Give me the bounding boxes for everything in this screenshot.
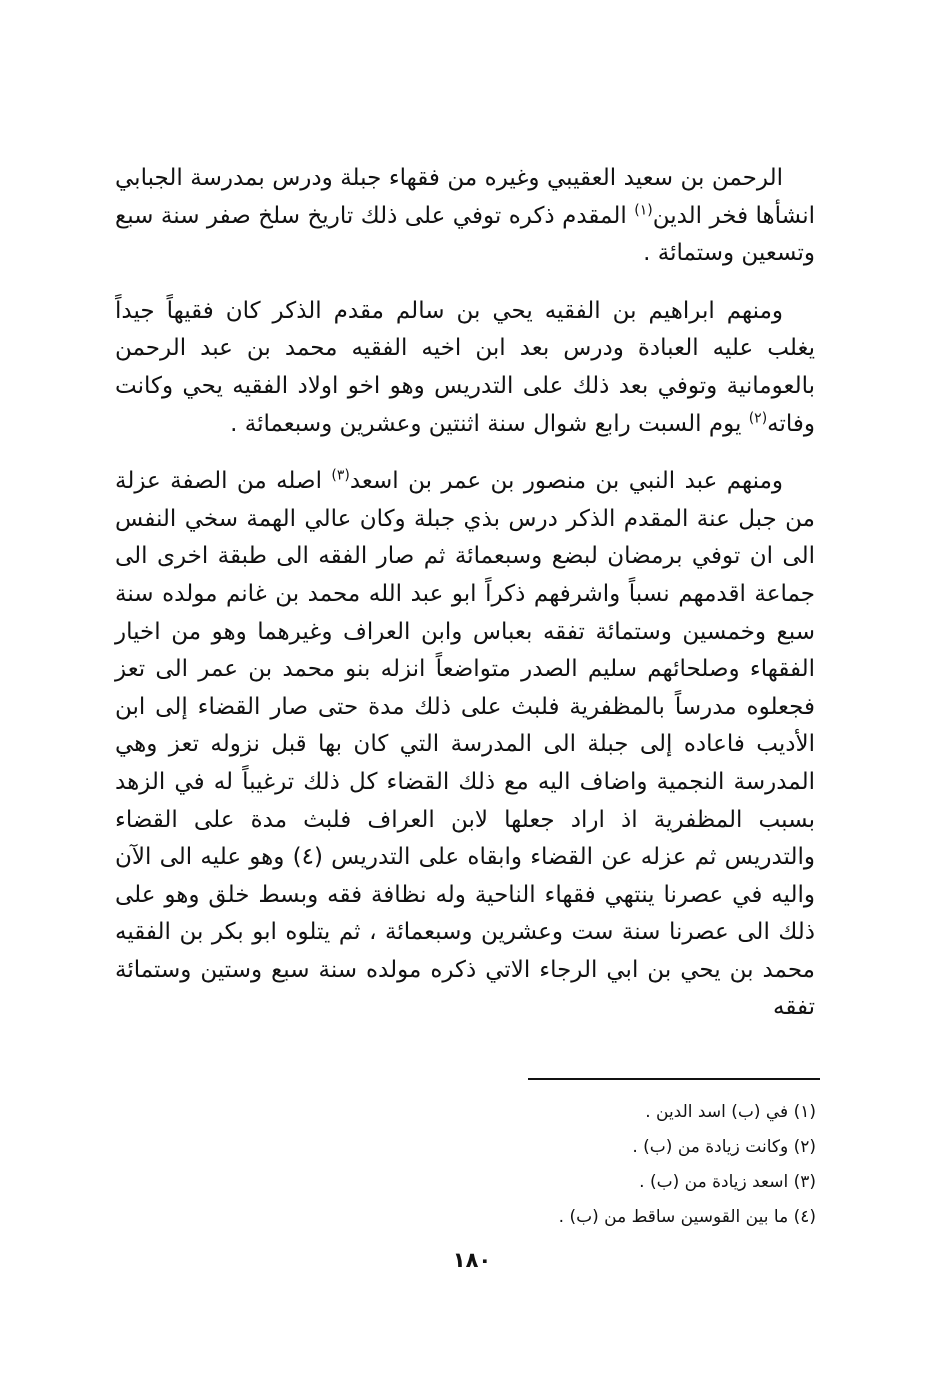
paragraph-3 — [115, 463, 815, 1027]
paragraph-1-text-end: المقدم ذكره توفي على ذلك تاريخ سلخ صفر سنة سبع وتسعين وستمائة . — [115, 202, 815, 267]
footnote-divider — [528, 1078, 820, 1080]
paragraph-2 — [115, 293, 815, 443]
footnote-marker-3: (٣) — [331, 467, 350, 484]
paragraph-1-text: الرحمن بن سعيد العقيبي وغيره من فقهاء جبلة ودرس بمدرسة الجبابي انشأها فخر الدين — [115, 165, 815, 229]
paragraph-1 — [115, 160, 815, 273]
main-text — [115, 160, 815, 1027]
paragraph-3-text-end: اصله من الصفة عزلة من جبل عنة المقدم الذكر درس بذي جبلة وكان عالي الهمة سخي النفس الى ان توفي برمضان لبضع وسبعمائة ثم صار الفقه الى طبقة اخرى الى جماعة اقدمهم نسباً واشرفهم ذكراً ابو عبد الله محمد بن غانم مولده سنة سبع وخمسين وستمائة تفقه بعباس وابن العراف وغيرهما وهو من اخيار الفقهاء وصلحائهم سليم الصدر متواضعاً انزله بنو محمد بن عمر الى تعز فجعلوه مدرساً بالمظفرية فلبث على ذلك مدة حتى صار القضاء إلى ابن الأديب فاعاده إلى جبلة الى المدرسة التي كان بها قبل نزوله تعز وهي المدرسة النجمية واضاف اليه مع ذلك القضاء كل ذلك ترغيباً له في الزهد بسبب المظفرية اذ اراد جعلها لابن العراف فلبث مدة على القضاء والتدريس ثم عزله عن القضاء وابقاه على التدريس (٤) وهو عليه الى الآن واليه في عصرنا ينتهي فقهاء الناحية وله نظافة فقه وبسط خلق وهو على ذلك الى عصرنا سنة ست وعشرين وسبعمائة ، ثم يتلوه ابو بكر بن الفقيه محمد بن يحي بن ابي الرجاء الاتي ذكره مولده سنة سبع وستين وستمائة تفقه — [115, 468, 815, 1021]
footnote-2: (٢) وكانت زيادة من (ب) . — [632, 1137, 816, 1157]
footnotes — [316, 1095, 816, 1235]
footnote-4: (٤) ما بين القوسين ساقط من (ب) . — [558, 1207, 816, 1227]
footnote-1: (١) في (ب) اسد الدين . — [645, 1102, 816, 1122]
paragraph-2-text: ومنهم ابراهيم بن الفقيه يحي بن سالم مقدم الذكر كان فقيهاً جيداً يغلب عليه العبادة ودرس بعد ابن اخيه الفقيه محمد بن عبد الرحمن بالعومانية وتوفي بعد ذلك على التدريس وهو اخو اولاد الفقيه يحي وكانت وفاته — [115, 297, 815, 437]
footnote-3: (٣) اسعد زيادة من (ب) . — [639, 1172, 816, 1192]
footnote-marker-2: (٢) — [748, 409, 768, 426]
footnote-marker-1: (١) — [634, 201, 653, 218]
paragraph-2-text-end: يوم السبت رابع شوال سنة اثنتين وعشرين وسبعمائة . — [230, 410, 749, 437]
page-number: ١٨٠ — [452, 1248, 492, 1272]
paragraph-3-text: ومنهم عبد النبي بن منصور بن عمر بن اسعد — [349, 468, 783, 495]
